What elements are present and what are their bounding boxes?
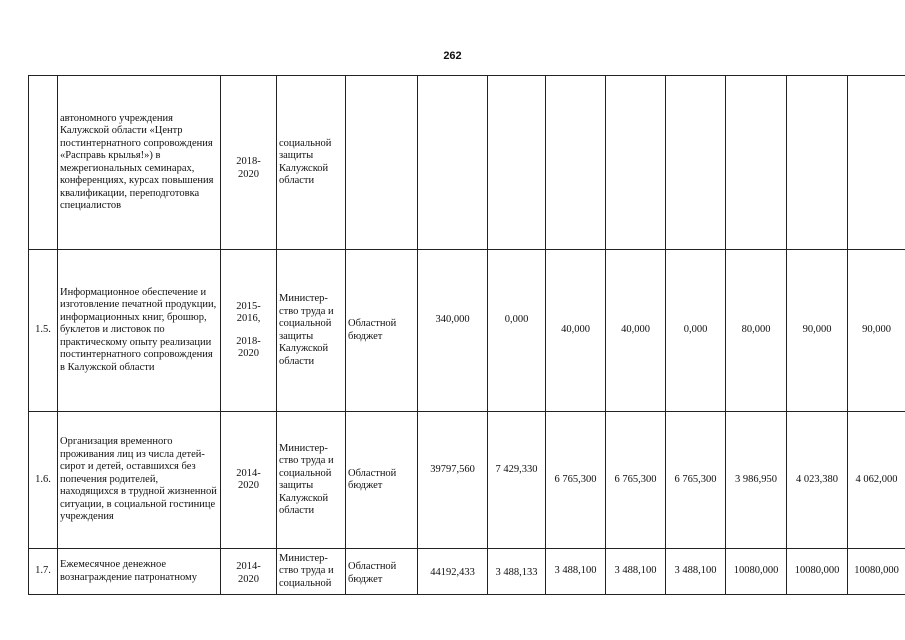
value-2017 — [666, 76, 726, 250]
source-cell: Областной бюджет — [346, 549, 418, 595]
program-measures-table — [28, 75, 905, 595]
period-line: 2014- — [236, 467, 261, 479]
value-2015 — [546, 76, 606, 250]
value-2015: 3 488,100 — [546, 549, 606, 595]
value-2020: 10080,000 — [848, 549, 905, 595]
value-2016: 6 765,300 — [606, 412, 666, 549]
table-row — [29, 549, 905, 595]
value-2020: 90,000 — [848, 250, 905, 412]
value-2019 — [787, 76, 848, 250]
value-total: 39797,560 — [418, 412, 488, 549]
table-row — [29, 250, 905, 412]
period-line: 2018- — [236, 335, 261, 347]
source-cell: Областной бюджет — [346, 250, 418, 412]
source-cell — [346, 76, 418, 250]
value-2014 — [488, 76, 546, 250]
period-line: 2020 — [238, 348, 259, 359]
row-number: 1.5. — [29, 250, 58, 412]
period-cell — [221, 412, 277, 549]
row-number: 1.6. — [29, 412, 58, 549]
row-number: 1.7. — [29, 549, 58, 595]
period-line: 2018- — [236, 156, 261, 167]
value-2018 — [726, 76, 787, 250]
measure-name: автономного учреждения Калужской области «Центр постинтернатного сопровождения «Расправь крылья!») в межрегиональных семинарах, конференциях, курсах повышения квалификации, переподготовка специалистов — [58, 76, 221, 250]
period-cell — [221, 549, 277, 595]
executor-cell: Министер-ство труда и социальной защиты Калужской области — [277, 412, 346, 549]
executor-cell: социальной защиты Калужской области — [277, 76, 346, 250]
value-2018: 80,000 — [726, 250, 787, 412]
period-cell — [221, 76, 277, 250]
value-2018: 10080,000 — [726, 549, 787, 595]
period-line: 2020 — [238, 573, 259, 585]
page-number: 262 — [443, 50, 462, 62]
value-2020 — [848, 76, 905, 250]
value-2016: 3 488,100 — [606, 549, 666, 595]
value-2014: 0,000 — [488, 250, 546, 412]
value-2015: 40,000 — [546, 250, 606, 412]
period-cell — [221, 250, 277, 412]
period-line: 2014- — [236, 561, 261, 572]
value-2017: 6 765,300 — [666, 412, 726, 549]
value-2019: 10080,000 — [787, 549, 848, 595]
row-number — [29, 76, 58, 250]
period-line: 2020 — [238, 480, 259, 491]
value-2016 — [606, 76, 666, 250]
value-total: 44192,433 — [418, 549, 488, 595]
period-line: 2020 — [238, 168, 259, 180]
executor-cell: Министер-ство труда и социальной защиты Калужской области — [277, 250, 346, 412]
value-2017: 0,000 — [666, 250, 726, 412]
period-line: 2016, — [236, 313, 261, 324]
value-2018: 3 986,950 — [726, 412, 787, 549]
value-total — [418, 76, 488, 250]
value-2015: 6 765,300 — [546, 412, 606, 549]
measure-name: Ежемесячное денежное вознаграждение патронатному — [58, 549, 221, 595]
value-2014: 7 429,330 — [488, 412, 546, 549]
table-row — [29, 76, 905, 250]
value-2020: 4 062,000 — [848, 412, 905, 549]
executor-cell: Министер-ство труда и социальной — [277, 549, 346, 595]
source-cell: Областной бюджет — [346, 412, 418, 549]
value-total: 340,000 — [418, 250, 488, 412]
period-line: 2015- — [236, 300, 261, 312]
measure-name: Организация временного проживания лиц из числа детей-сирот и детей, оставшихся без попечения родителей, находящихся в трудной жизненной ситуации, в социальной гостинице учреждения — [58, 412, 221, 549]
value-2014: 3 488,133 — [488, 549, 546, 595]
value-2019: 90,000 — [787, 250, 848, 412]
value-2016: 40,000 — [606, 250, 666, 412]
value-2017: 3 488,100 — [666, 549, 726, 595]
table-row — [29, 412, 905, 549]
measure-name: Информационное обеспечение и изготовление печатной продукции, информационных книг, брошюр, буклетов и листовок по практическому опыту реализации постинтернатного сопровождения в Калужской области — [58, 250, 221, 412]
value-2019: 4 023,380 — [787, 412, 848, 549]
